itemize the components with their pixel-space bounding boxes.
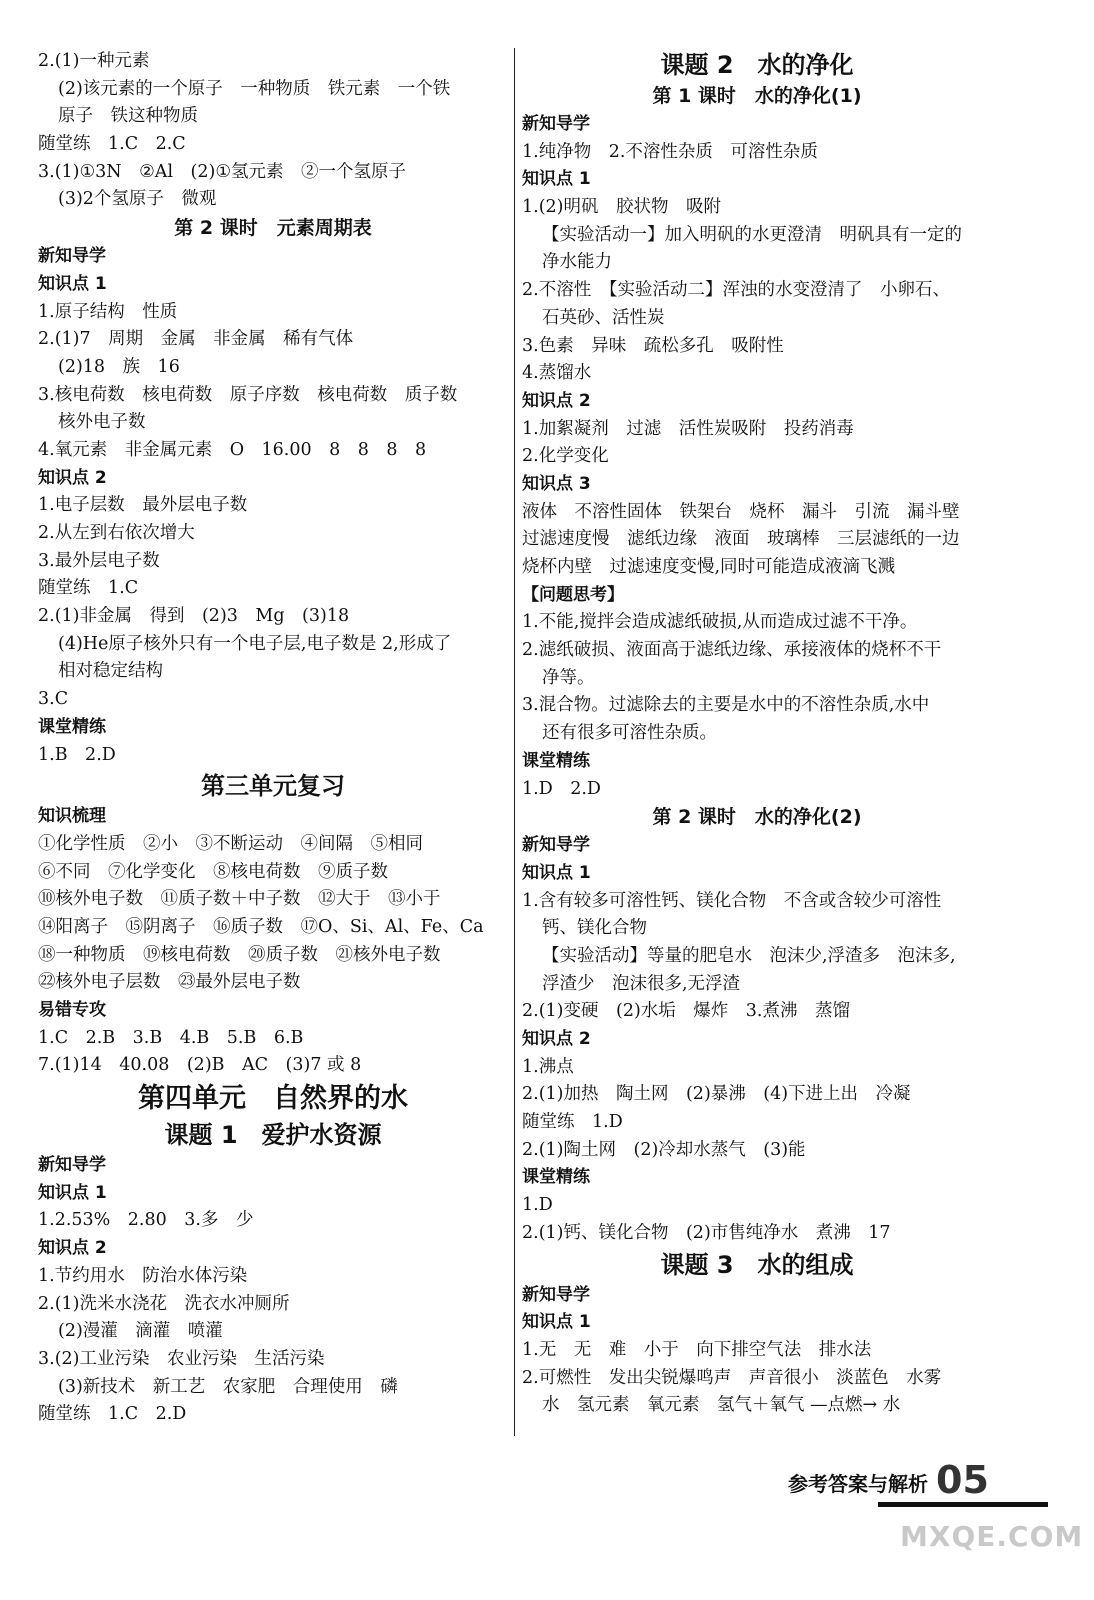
period-title: 第 2 课时 元素周期表 bbox=[174, 217, 372, 240]
answer-line: 原子 铁这种物质 bbox=[58, 106, 198, 127]
answer-line: 随堂练 1.C 2.D bbox=[38, 1404, 187, 1425]
answer-line: 烧杯内壁 过滤速度变慢,同时可能造成液滴飞溅 bbox=[522, 557, 896, 577]
period-title: 第 2 课时 水的净化(2) bbox=[652, 806, 862, 829]
period-title: 第 1 课时 水的净化(1) bbox=[652, 85, 862, 107]
section-label: 新知导学 bbox=[38, 1155, 106, 1176]
column-divider bbox=[514, 48, 515, 1436]
answer-line: 2.可燃性 发出尖锐爆鸣声 声音很小 淡蓝色 水雾 bbox=[522, 1367, 942, 1388]
section-label: 【问题思考】 bbox=[522, 584, 624, 605]
section-label: 新知导学 bbox=[522, 114, 590, 134]
section-label: 课堂精练 bbox=[38, 716, 106, 737]
answer-line: 2.(1)变硬 (2)水垢 爆炸 3.煮沸 蒸馏 bbox=[522, 1001, 850, 1022]
section-label: 知识点 1 bbox=[522, 169, 591, 190]
answer-line: 过滤速度慢 滤纸边缘 液面 玻璃棒 三层滤纸的一边 bbox=[522, 529, 960, 550]
answer-line: (3)新技术 新工艺 农家肥 合理使用 磷 bbox=[58, 1376, 398, 1397]
answer-line: 1.(2)明矾 胶状物 吸附 bbox=[522, 197, 721, 218]
answer-line: 随堂练 1.C 2.C bbox=[38, 134, 186, 155]
section-label: 易错专攻 bbox=[38, 1000, 106, 1020]
answer-line: 随堂练 1.D bbox=[522, 1112, 623, 1133]
answer-line: 2.化学变化 bbox=[522, 446, 609, 467]
answer-line: 1.无 无 难 小于 向下排空气法 排水法 bbox=[522, 1339, 872, 1360]
section-label: 知识点 2 bbox=[522, 390, 591, 411]
lesson-title: 课题 2 水的净化 bbox=[660, 51, 854, 79]
answer-line: 7.(1)14 40.08 (2)B AC (3)7 或 8 bbox=[38, 1055, 362, 1076]
footer-bar bbox=[878, 1502, 1048, 1507]
answer-line: 1.D bbox=[522, 1195, 553, 1216]
lesson-title: 第三单元复习 bbox=[201, 772, 345, 801]
footer-label: 参考答案与解析 bbox=[788, 1472, 928, 1496]
answer-line: 随堂练 1.C bbox=[38, 578, 139, 599]
answer-line: 石英砂、活性炭 bbox=[542, 307, 665, 328]
answer-line: 相对稳定结构 bbox=[58, 661, 163, 682]
answer-line: 1.含有较多可溶性钙、镁化合物 不含或含较少可溶性 bbox=[522, 890, 942, 911]
answer-line: 2.(1)洗米水浇花 洗衣水冲厕所 bbox=[38, 1293, 290, 1314]
section-label: 新知导学 bbox=[522, 1284, 590, 1305]
answer-line: 1.2.53% 2.80 3.多 少 bbox=[38, 1210, 254, 1231]
answer-line: 1.电子层数 最外层电子数 bbox=[38, 495, 248, 516]
answer-line: 4.氧元素 非金属元素 O 16.00 8 8 8 8 bbox=[38, 439, 427, 460]
answer-line: 3.核电荷数 核电荷数 原子序数 核电荷数 质子数 bbox=[38, 384, 458, 405]
answer-line: ①化学性质 ②小 ③不断运动 ④间隔 ⑤相同 bbox=[38, 833, 423, 854]
section-label: 知识点 1 bbox=[38, 1182, 107, 1203]
section-label: 知识点 2 bbox=[38, 467, 107, 488]
answer-line: 浮渣少 泡沫很多,无浮渣 bbox=[542, 973, 741, 994]
answer-line: 1.加絮凝剂 过滤 活性炭吸附 投药消毒 bbox=[522, 418, 854, 439]
answer-line: 【实验活动一】加入明矾的水更澄清 明矾具有一定的 bbox=[542, 224, 962, 245]
answer-line: (2)18 族 16 bbox=[58, 356, 180, 377]
answer-line: 1.纯净物 2.不溶性杂质 可溶性杂质 bbox=[522, 141, 818, 162]
section-label: 知识点 2 bbox=[38, 1238, 107, 1259]
section-label: 新知导学 bbox=[522, 835, 590, 856]
page-footer bbox=[788, 1458, 1058, 1508]
answer-line: 1.沸点 bbox=[522, 1056, 574, 1077]
answer-line: 核外电子数 bbox=[58, 412, 146, 433]
section-label: 新知导学 bbox=[38, 246, 106, 267]
watermark: MXQE.COM bbox=[900, 1520, 1084, 1553]
page-number: 05 bbox=[936, 1458, 989, 1502]
section-label: 知识点 1 bbox=[522, 862, 591, 883]
answer-line: (2)该元素的一个原子 一种物质 铁元素 一个铁 bbox=[58, 78, 451, 99]
answer-line: 4.蒸馏水 bbox=[522, 363, 592, 384]
section-label: 知识点 2 bbox=[522, 1029, 591, 1049]
answer-line: 1.B 2.D bbox=[38, 744, 116, 765]
answer-line: ⑱一种物质 ⑲核电荷数 ⑳质子数 ㉑核外电子数 bbox=[38, 944, 441, 965]
answer-line: 2.(1)陶土网 (2)冷却水蒸气 (3)能 bbox=[522, 1139, 806, 1160]
answer-line: ⑥不同 ⑦化学变化 ⑧核电荷数 ⑨质子数 bbox=[38, 861, 388, 882]
answer-line: 3.(1)①3N ②Al (2)①氢元素 ②一个氢原子 bbox=[38, 161, 407, 182]
answer-line: 水 氢元素 氧元素 氢气＋氧气 —点燃→ 水 bbox=[542, 1395, 901, 1416]
answer-line: 2.(1)一种元素 bbox=[38, 51, 150, 71]
answer-line: 2.(1)钙、镁化合物 (2)市售纯净水 煮沸 17 bbox=[522, 1222, 891, 1243]
answer-line: 2.不溶性 【实验活动二】浑浊的水变澄清了 小卵石、 bbox=[522, 280, 950, 301]
left-column bbox=[38, 48, 508, 1429]
answer-line: 2.(1)加热 陶土网 (2)暴沸 (4)下进上出 冷凝 bbox=[522, 1084, 911, 1105]
answer-line: 钙、镁化合物 bbox=[542, 918, 647, 939]
answer-line: 净等。 bbox=[542, 667, 595, 688]
answer-line: (3)2个氢原子 微观 bbox=[58, 189, 217, 210]
answer-line: (2)漫灌 滴灌 喷灌 bbox=[58, 1321, 223, 1342]
lesson-title: 课题 3 水的组成 bbox=[660, 1250, 854, 1279]
answer-line: 1.C 2.B 3.B 4.B 5.B 6.B bbox=[38, 1027, 304, 1048]
answer-line: 2.从左到右依次增大 bbox=[38, 523, 195, 543]
answer-line: 2.(1)非金属 得到 (2)3 Mg (3)18 bbox=[38, 606, 350, 627]
answer-line: 净水能力 bbox=[542, 252, 612, 273]
section-label: 课堂精练 bbox=[522, 1167, 590, 1188]
answer-line: 1.节约用水 防治水体污染 bbox=[38, 1265, 248, 1286]
answer-line: ⑩核外电子数 ⑪质子数＋中子数 ⑫大于 ⑬小于 bbox=[38, 889, 441, 910]
answer-line: 2.(1)7 周期 金属 非金属 稀有气体 bbox=[38, 329, 354, 350]
section-label: 课堂精练 bbox=[522, 750, 590, 771]
answer-line: ㉒核外电子层数 ㉓最外层电子数 bbox=[38, 972, 301, 993]
right-column bbox=[522, 48, 992, 1420]
answer-line: 液体 不溶性固体 铁架台 烧杯 漏斗 引流 漏斗壁 bbox=[522, 501, 960, 522]
answer-line: 【实验活动】等量的肥皂水 泡沫少,浮渣多 泡沫多, bbox=[542, 945, 956, 966]
answer-line: 2.滤纸破损、液面高于滤纸边缘、承接液体的烧杯不干 bbox=[522, 640, 942, 661]
answer-line: (4)He原子核外只有一个电子层,电子数是 2,形成了 bbox=[58, 633, 452, 654]
answer-line: 1.原子结构 性质 bbox=[38, 301, 178, 322]
answer-line: 1.D 2.D bbox=[522, 778, 601, 799]
section-label: 知识点 3 bbox=[522, 473, 591, 494]
section-label: 知识梳理 bbox=[38, 806, 106, 827]
answer-line: 3.混合物。过滤除去的主要是水中的不溶性杂质,水中 bbox=[522, 695, 930, 716]
answer-line: 还有很多可溶性杂质。 bbox=[542, 723, 717, 744]
section-label: 知识点 1 bbox=[522, 1312, 591, 1333]
answer-line: 3.最外层电子数 bbox=[38, 550, 160, 571]
lesson-title: 课题 1 爱护水资源 bbox=[164, 1121, 382, 1150]
section-label: 知识点 1 bbox=[38, 273, 107, 294]
answer-line: 3.(2)工业污染 农业污染 生活污染 bbox=[38, 1348, 325, 1369]
answer-line: 1.不能,搅拌会造成滤纸破损,从而造成过滤不干净。 bbox=[522, 612, 918, 633]
unit-title: 第四单元 自然界的水 bbox=[138, 1083, 408, 1115]
answer-line: 3.C bbox=[38, 689, 69, 710]
answer-line: 3.色素 异味 疏松多孔 吸附性 bbox=[522, 335, 784, 356]
answer-line: ⑭阳离子 ⑮阴离子 ⑯质子数 ⑰O、Si、Al、Fe、Ca bbox=[38, 916, 484, 937]
